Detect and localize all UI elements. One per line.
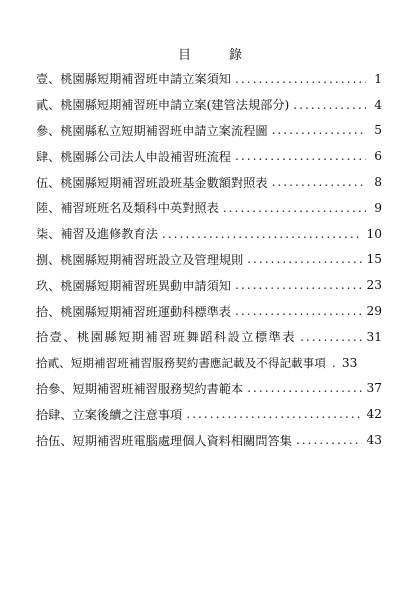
- toc-entry: [36, 66, 382, 92]
- leader-dots: [300, 330, 362, 344]
- title-char-left: 目: [177, 48, 191, 63]
- toc-entry-page: 29: [366, 304, 382, 319]
- toc-entry-page: 1: [374, 71, 382, 86]
- leader-dots: [272, 123, 366, 137]
- toc-entry: [36, 401, 382, 427]
- toc-entry-label: 捌、桃園縣短期補習班設立及管理規則: [36, 252, 244, 267]
- toc-entry-page: 5: [374, 123, 382, 138]
- toc-entry-label: 拾伍、短期補習班電腦處理個人資料相關問答集: [36, 433, 292, 448]
- toc-entry-page: 8: [374, 175, 382, 190]
- page-title: [0, 44, 420, 63]
- toc-entry-label: 貳、桃園縣短期補習班申請立案(建管法規部分): [36, 98, 290, 113]
- toc-entry-label: 拾壹、桃園縣短期補習班舞蹈科設立標準表: [36, 330, 297, 345]
- toc-entry-label: 陸、補習班班名及類科中英對照表: [36, 201, 219, 216]
- toc-entry: [36, 169, 382, 195]
- toc-entry-page: 10: [366, 226, 382, 241]
- toc-entry-page: 43: [366, 433, 382, 448]
- toc-entry: [36, 298, 382, 324]
- toc-entry-page: 37: [366, 381, 382, 396]
- toc-entry-label: 肆、桃園縣公司法人申設補習班流程: [36, 149, 231, 164]
- toc-entry-page: 15: [366, 252, 382, 267]
- leader-dots: [235, 72, 366, 86]
- toc-entry: [36, 324, 382, 350]
- toc-entry-label: 拾、桃園縣短期補習班運動科標準表: [36, 304, 231, 319]
- toc-entry-label: 拾參、短期補習班補習服務契約書範本: [36, 381, 244, 396]
- leader-dots: [186, 407, 362, 421]
- title-char-right: 錄: [229, 48, 243, 63]
- toc-entry: [36, 92, 382, 118]
- toc-entry-label: 拾貳、短期補習班補習服務契約書應記載及不得記載事項: [36, 355, 326, 370]
- toc-entry-label: 參、桃園縣私立短期補習班申請立案流程圖: [36, 123, 268, 138]
- toc-entry-page: 42: [366, 407, 382, 422]
- leader-dots: [247, 381, 362, 395]
- leader-dots: [332, 356, 338, 370]
- toc-entry-page: 9: [374, 200, 382, 215]
- leader-dots: [272, 175, 366, 189]
- toc-entry-label: 拾肆、立案後續之注意事項: [36, 407, 183, 422]
- toc-entry-label: 伍、桃園縣短期補習班設班基金數額對照表: [36, 175, 268, 190]
- leader-dots: [223, 201, 366, 215]
- leader-dots: [235, 149, 366, 163]
- leader-dots: [296, 433, 363, 447]
- toc-entry: [36, 221, 382, 247]
- toc-entry-label: 柒、補習及進修教育法: [36, 227, 158, 242]
- leader-dots: [235, 278, 362, 292]
- leader-dots: [235, 304, 362, 318]
- toc-entry: [36, 143, 382, 169]
- toc-entry-page: 33: [341, 355, 358, 370]
- toc-entry: [36, 118, 382, 144]
- toc-entry: [36, 195, 382, 221]
- toc-entry-page: 4: [374, 97, 382, 112]
- toc-entry: [36, 272, 382, 298]
- leader-dots: [247, 252, 362, 266]
- toc-entry: [36, 247, 382, 273]
- toc-entry-page: 23: [366, 278, 382, 293]
- leader-dots: [162, 227, 363, 241]
- toc-entry-page: 6: [374, 149, 382, 164]
- toc-entry-label: 壹、桃園縣短期補習班申請立案須知: [36, 72, 231, 87]
- toc-entry: [36, 376, 382, 402]
- leader-dots: [293, 98, 366, 112]
- toc-entry-page: 31: [366, 329, 382, 344]
- table-of-contents: [36, 66, 382, 453]
- toc-entry-label: 玖、桃園縣短期補習班異動申請須知: [36, 278, 231, 293]
- toc-entry: [36, 427, 382, 453]
- toc-entry: [36, 350, 382, 376]
